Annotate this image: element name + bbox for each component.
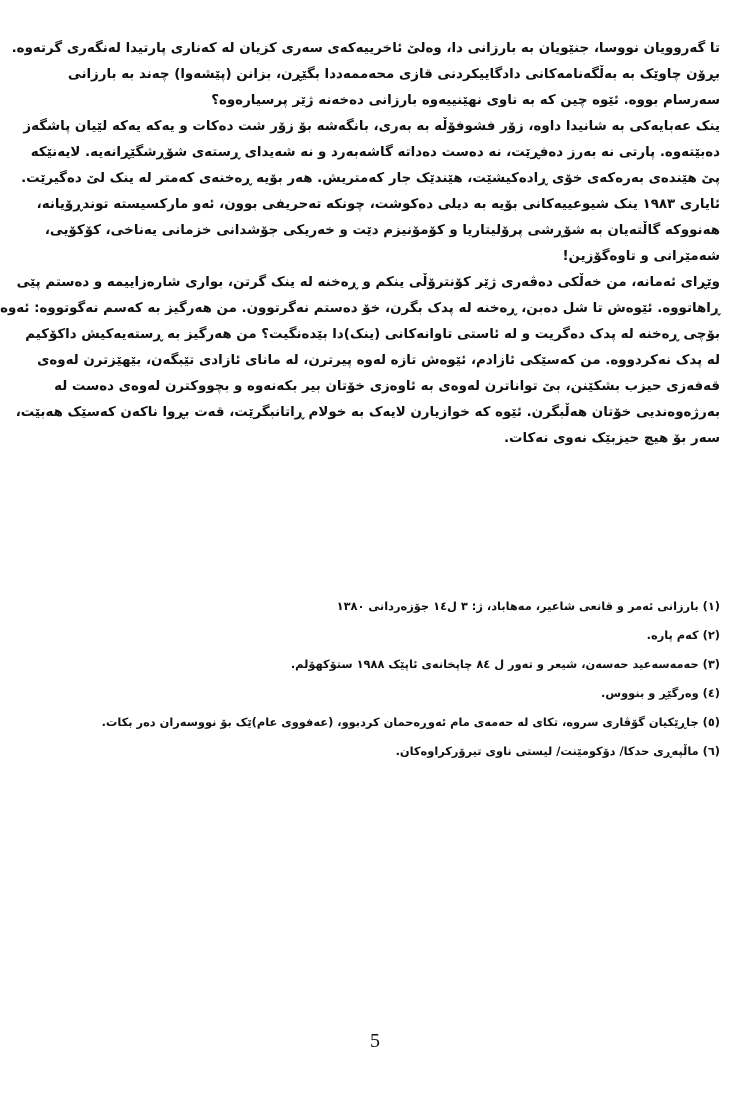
text-line: تا گەروویان نووسا، جنێویان بە بارزانی دا، وەلێ ئاخرییەکەی سەری کزیان لە کەناری پارتیدا لەنگەری گرتەوە. — [11, 41, 720, 56]
paragraph-1 — [11, 36, 720, 114]
text-line: ئایاری ١٩٨٣ ینک شیوعییەکانی بۆیە بە دیلی دەکوشت، چونکە تەحریفی بوون، ئەو مارکسیستە توندڕۆیانە، — [36, 197, 720, 212]
text-line: ینک عەبایەکی بە شانیدا داوە، زۆر فشوفۆڵە بە بەری، بانگەشە بۆ زۆر شت دەکات و یەکە یەکە لێیان پاشگەز — [23, 119, 720, 134]
paragraph-3 — [0, 270, 720, 452]
footnote-6: (٦) ماڵپەڕی حدکا/ دۆکومێنت/ لیستی ناوی تیرۆرکراوەکان. — [395, 744, 720, 758]
footnotes — [100, 592, 720, 766]
body-text — [0, 36, 720, 452]
text-line: بۆچی ڕەخنە لە پدک دەگریت و لە ئاستی تاوانەکانی (ینک)دا بێدەنگیت؟ من هەرگیز بە ڕستەیەکیش داکۆکیم — [25, 327, 720, 342]
text-line: شەمێرانی و تاوەگۆزین! — [562, 249, 720, 264]
text-line: سەر بۆ هیچ حیزبێک نەوی نەکات. — [503, 431, 720, 446]
text-line: ڕاهاتووە. ئێوەش تا شل دەبن، ڕەخنە لە پدک بگرن، خۆ دەستم نەگرتوون. من هەرگیز بە کەسم نەگوتووە: ئەوە — [0, 301, 720, 316]
text-line: لە پدک نەکردووە. من کەسێکی ئازادم، ئێوەش تازە لەوە پیرترن، لە مانای ئازادی تێبگەن، بێهێزترن لەوەی — [37, 353, 720, 368]
footnote-3: (٣) حەمەسەعید حەسەن، شیعر و تەور ل ٨٤ چاپخانەی ئاپێک ١٩٨٨ ستۆکهۆلم. — [290, 657, 720, 671]
text-line: دەبێتەوە. پارتی نە بەرز دەفڕێت، نە دەست دەداتە گاشەبەرد و نە شەیدای ڕستەی شۆڕشگێڕانەیە. لایەنێکە — [30, 145, 720, 160]
text-line: هەنووکە گاڵتەیان بە شۆڕشی پرۆلیتاریا و کۆمۆنیزم دێت و خەریکی جۆشدانی خزمانی یەناخی، کۆکۆیی، — [44, 223, 720, 238]
text-line: قەفەزی حیزب بشکێنن، بێ تواناترن لەوەی بە ئاوەزی خۆتان بیر بکەنەوە و بچووکترن لەوەی دەست لە — [54, 379, 720, 394]
footnote-4: (٤) وەرگێڕ و بنووس. — [601, 686, 720, 700]
footnote-1: (١) بارزانی ئەمر و قانعی شاعیر، مەهاباد، ژ: ٣ ل١٤ جۆزەردانی ١٣٨٠ — [336, 599, 720, 613]
footnote-2: (٢) کەم پارە. — [646, 628, 720, 642]
text-line: بڕۆن چاوێک بە بەڵگەنامەکانی دادگاییکردنی قازی محەممەددا بگێڕن، بزانن (پێشەوا) چەند بە بارزانی — [67, 67, 720, 82]
text-line: وێڕای ئەمانە، من خەڵکی دەڤەری ژێر کۆنترۆڵی ینکم و ڕەخنە لە ینک گرتن، بواری شارەزاییمە و دەستم پێی — [16, 275, 720, 290]
text-line: بەرژەوەندیی خۆتان هەڵبگرن. ئێوە کە خوازیارن لایەک بە خولام ڕاتانبگرێت، قەت بڕوا ناکەن کەسێک هەبێت، — [15, 405, 720, 420]
text-line: پێ هێندەی بەرەکەی خۆی ڕادەکیشێت، هێندێک جار کەمتریش. هەر بۆیە ڕەخنەی کەمتر لە ینک لێ دەگیرێت. — [21, 171, 720, 186]
page-number: 5 — [370, 1030, 380, 1052]
footnote-5: (٥) جاڕێکیان گۆڤاری سروە، تکای لە حەمەی مام ئەوڕەحمان کردبوو، (عەفووی عام)ێک بۆ نووسەران دەر بکات. — [101, 715, 720, 729]
text-line: سەرسام بووە. ئێوە چین کە بە ناوی نهێنییەوە بارزانی دەخەنە ژێر پرسیارەوە؟ — [211, 93, 720, 108]
paragraph-2 — [21, 114, 720, 270]
